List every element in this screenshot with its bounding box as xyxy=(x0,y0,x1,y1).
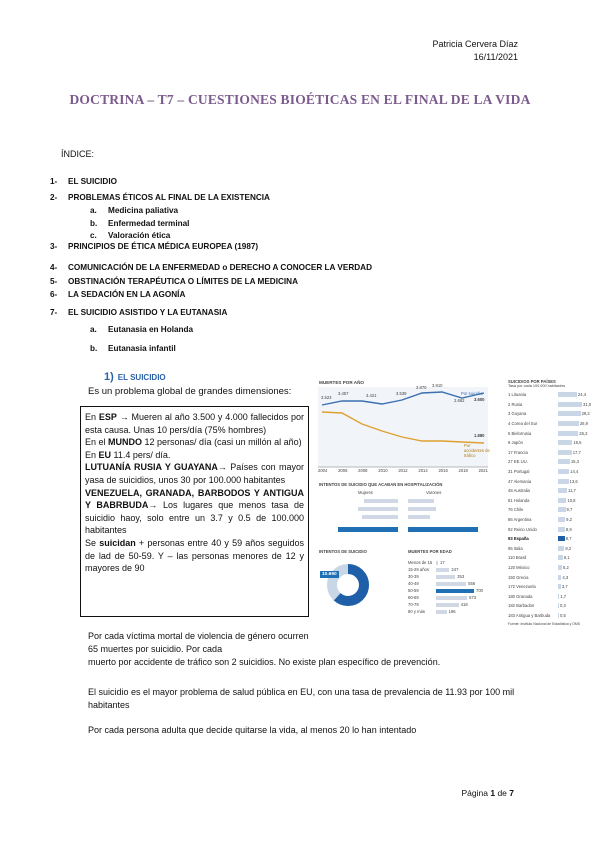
index-label: ÍNDICE: xyxy=(61,149,95,159)
toc-item: 1- EL SUICIDIO xyxy=(50,177,117,186)
age-label: 50-59 xyxy=(408,588,419,593)
toc-item: 4- COMUNICACIÓN DE LA ENFERMEDAD o DERECHO A CONOCER LA VERDAD xyxy=(50,263,372,272)
bar-total xyxy=(338,527,398,532)
toc-subitem: c. Valoración ética xyxy=(90,231,171,240)
rank-country: 183 Antigua y Barbuda xyxy=(508,612,551,618)
toc-subitem: a. Medicina paliativa xyxy=(90,206,179,215)
rank-row xyxy=(508,611,598,621)
rank-bar xyxy=(558,584,561,589)
footer-mid: de xyxy=(495,788,510,798)
bar xyxy=(408,515,430,519)
rank-country: 2 Rusia xyxy=(508,401,523,407)
rank-list xyxy=(508,390,598,620)
bar xyxy=(408,499,434,503)
rank-value: 10,8 xyxy=(567,497,576,503)
rank-country: 76 Chile xyxy=(508,507,524,513)
age-label: 70-79 xyxy=(408,602,419,607)
rank-country: 150 Grecia xyxy=(508,574,529,580)
rank-value: 29,2 xyxy=(581,411,590,417)
rank-row xyxy=(508,390,598,400)
rank-row xyxy=(508,419,598,429)
rank-country: 120 México xyxy=(508,564,530,570)
age-value: 418 xyxy=(460,602,468,607)
rank-bar xyxy=(558,613,559,618)
bar xyxy=(358,507,398,511)
toc-subitem: b. Enfermedad terminal xyxy=(90,219,190,228)
rank-country: 27 EE.UU. xyxy=(508,459,528,465)
stat-lowest: VENEZUELA, GRANADA, BARBODOS Y ANTIGUA Y BABRBUDA→ Los lugares que menos tasa de suicidio haoy, solo entre un 3.7 y 0.5 de 100.000 habitantes xyxy=(85,487,304,536)
paragraph-attempts: Por cada persona adulta que decide quitarse la vida, al menos 20 lo han intentado xyxy=(88,725,417,735)
bars-title: INTENTOS DE SUICIDIO QUE ACABAN EN HOSPITALIZACIÓN xyxy=(319,482,443,487)
attempts-donut xyxy=(326,563,370,607)
suicide-infographic xyxy=(318,377,516,635)
age-value: 556 xyxy=(468,581,476,586)
rank-bar xyxy=(558,575,561,580)
donut-title: INTENTOS DE SUICIDIO xyxy=(319,549,367,554)
year-axis xyxy=(318,468,488,473)
rank-value: 6,1 xyxy=(563,555,570,561)
age-row xyxy=(408,559,488,566)
rank-row xyxy=(508,505,598,515)
section-intro: Es un problema global de grandes dimensiones: xyxy=(88,386,292,397)
rank-bar xyxy=(558,517,565,522)
rank-country: 93 España xyxy=(508,536,529,542)
year-tick: 2014 xyxy=(418,468,428,473)
rank-row xyxy=(508,457,598,467)
rank-row xyxy=(508,400,598,410)
age-table xyxy=(408,559,488,615)
toc-item: 6- LA SEDACIÓN EN LA AGONÍA xyxy=(50,290,186,299)
rank-value: 9,2 xyxy=(566,517,572,523)
data-label: 3.539 xyxy=(396,391,407,396)
age-label: 40-49 xyxy=(408,581,419,586)
author-name: Patricia Cervera Díaz xyxy=(432,39,518,49)
rank-country: 3 Guyana xyxy=(508,411,527,417)
page-number: 1 xyxy=(490,788,496,798)
rank-country: 61 Holanda xyxy=(508,497,530,503)
rank-country: 95 Italia xyxy=(508,545,523,551)
age-bar xyxy=(436,561,438,565)
age-value: 196 xyxy=(448,609,456,614)
age-bar xyxy=(436,596,467,600)
rank-value: 14,4 xyxy=(570,469,579,475)
bar-total xyxy=(408,527,478,532)
data-label: 3.600 xyxy=(474,397,485,402)
rank-value: 31,0 xyxy=(583,401,592,407)
age-value: 247 xyxy=(451,567,459,572)
paragraph-violence: Por cada víctima mortal de violencia de género ocurren 65 muertes por suicidio. Por cada xyxy=(88,631,309,654)
rank-bar xyxy=(558,498,566,503)
stat-highest: LUTUANÍA RUSIA Y GUAYANA→ Países con mayor yasa de suicidios, unos 30 por 100.000 habitantes xyxy=(85,462,305,485)
rank-value: 0,5 xyxy=(560,612,566,618)
line-chart-title: MUERTES POR AÑO xyxy=(319,380,365,385)
age-label: 60-69 xyxy=(408,595,419,600)
year-tick: 2012 xyxy=(398,468,408,473)
age-row xyxy=(408,601,488,608)
age-bar xyxy=(436,568,449,572)
rank-row xyxy=(508,496,598,506)
hospitalization-bars xyxy=(318,497,490,537)
rank-value: 1,7 xyxy=(560,593,567,599)
data-label: 1.880 xyxy=(474,433,485,438)
rank-bar xyxy=(558,450,572,455)
data-label: 3.421 xyxy=(366,393,377,398)
rank-row xyxy=(508,563,598,573)
rank-country: 182 Barbados xyxy=(508,603,535,609)
paragraph-traffic: muerto por accidente de tráfico son 2 suicidios. No existe plan específico de prevención. xyxy=(88,657,441,667)
rank-country: 110 Brasil xyxy=(508,555,527,561)
rank-value: 17,7 xyxy=(572,449,581,455)
rank-row xyxy=(508,438,598,448)
age-bar xyxy=(436,582,466,586)
age-value: 353 xyxy=(457,574,465,579)
rank-source: Fuente: Instituto Nacional de Estadística y OMS xyxy=(508,622,580,627)
age-value: 573 xyxy=(469,595,477,600)
rank-row xyxy=(508,476,598,486)
year-tick: 2018 xyxy=(458,468,468,473)
rank-bar xyxy=(558,411,581,416)
rank-bar xyxy=(558,459,570,464)
age-label: 80 y más xyxy=(408,609,425,614)
rank-value: 8,7 xyxy=(565,536,572,542)
rank-value: 0,3 xyxy=(560,603,566,609)
toc-subitem: a. Eutanasia en Holanda xyxy=(90,325,194,334)
rank-bar xyxy=(558,402,582,407)
rank-row xyxy=(508,486,598,496)
age-bar xyxy=(436,575,455,579)
rank-bar xyxy=(558,546,564,551)
age-row xyxy=(408,594,488,601)
rank-country: 17 Francia xyxy=(508,449,528,455)
page-total: 7 xyxy=(509,788,514,798)
age-bar xyxy=(436,589,474,593)
rank-bar xyxy=(558,440,572,445)
data-label: 2.662 xyxy=(454,398,465,403)
bar xyxy=(408,507,436,511)
rank-value: 5,2 xyxy=(563,564,569,570)
rank-value: 26,9 xyxy=(579,421,588,427)
rank-country: 180 Granada xyxy=(508,593,533,599)
rank-row xyxy=(508,601,598,611)
document-title: DOCTRINA – T7 – CUESTIONES BIOÉTICAS EN EL FINAL DE LA VIDA xyxy=(69,92,531,107)
rank-row xyxy=(508,409,598,419)
document-date: 16/11/2021 xyxy=(473,52,518,62)
age-value: 17 xyxy=(440,560,445,565)
rank-row xyxy=(508,448,598,458)
bars-women-label: Mujeres xyxy=(358,490,373,495)
toc-item: 5- OBSTINACIÓN TERAPÉUTICA O LÍMITES DE LA MEDICINA xyxy=(50,277,299,286)
year-tick: 2010 xyxy=(378,468,388,473)
year-tick: 2008 xyxy=(358,468,368,473)
rank-row xyxy=(508,553,598,563)
age-row xyxy=(408,580,488,587)
page-header xyxy=(432,38,518,64)
bar xyxy=(362,515,398,519)
footer-prefix: Página xyxy=(461,788,491,798)
age-value: 700 xyxy=(476,588,483,593)
stat-world: En el MUNDO 12 personas/ día (casi un millón al año) xyxy=(85,437,302,448)
toc-subitem: b. Eutanasia infantil xyxy=(90,344,176,353)
section-title: EL SUICIDIO xyxy=(117,373,166,382)
rank-row xyxy=(508,591,598,601)
rank-country: 92 Reino Unido xyxy=(508,526,537,532)
rank-value: 4,3 xyxy=(562,574,569,580)
rank-country: 172 Venezuela xyxy=(508,584,536,590)
section-number: 1) xyxy=(104,371,114,383)
age-row xyxy=(408,573,488,580)
year-tick: 2006 xyxy=(338,468,348,473)
paragraph-eu: El suicidio es el mayor problema de salud pública en EU, con una tasa de prevalencia de 11.93 por 100 mil habitantes xyxy=(88,687,515,710)
rank-row xyxy=(508,572,598,582)
rank-row xyxy=(508,524,598,534)
rank-bar xyxy=(558,507,566,512)
year-tick: 2016 xyxy=(438,468,448,473)
rank-value: 8,2 xyxy=(565,545,572,551)
rank-country: 47 Alemania xyxy=(508,478,532,484)
rank-row xyxy=(508,544,598,554)
age-label: 30-39 xyxy=(408,574,419,579)
rank-bar xyxy=(558,421,579,426)
section-heading xyxy=(104,371,166,383)
rank-row xyxy=(508,515,598,525)
rank-row xyxy=(508,428,598,438)
rank-bar xyxy=(558,479,569,484)
data-label: 3.910 xyxy=(432,383,443,388)
rank-value: 9,7 xyxy=(566,507,573,513)
rank-bar xyxy=(558,527,565,532)
page-footer xyxy=(462,788,515,798)
country-ranking xyxy=(508,379,598,641)
age-row xyxy=(408,587,488,594)
rank-value: 11,7 xyxy=(568,488,576,494)
rank-bar xyxy=(558,431,578,436)
rank-value: 13,6 xyxy=(569,478,578,484)
legend-suicide: Por suicidio xyxy=(461,391,483,396)
donut-value: 10.690 xyxy=(322,572,337,577)
rank-bar xyxy=(558,469,569,474)
bar xyxy=(364,499,398,503)
age-title: MUERTES POR EDAD xyxy=(408,549,452,554)
rank-country: 9 Japón xyxy=(508,440,523,446)
rank-subtitle: Tasa por cada 100.000 habitantes xyxy=(508,384,566,388)
rank-bar xyxy=(558,536,565,541)
rank-bar xyxy=(558,488,567,493)
age-label: Menos de 15 xyxy=(408,560,433,565)
rank-row xyxy=(508,582,598,592)
data-label: 3.523 xyxy=(321,395,332,400)
rank-country: 31 Portugal xyxy=(508,469,530,475)
year-tick: 2021 xyxy=(478,468,488,473)
rank-value: 8,9 xyxy=(565,526,572,532)
data-label: 3.870 xyxy=(416,385,427,390)
rank-bar xyxy=(558,555,563,560)
rank-bar xyxy=(558,565,562,570)
rank-bar xyxy=(558,603,559,608)
age-bar xyxy=(436,610,447,614)
rank-country: 5 Bielorrusia xyxy=(508,430,532,436)
toc-item: 3- PRINCIPIOS DE ÉTICA MÉDICA EUROPEA (1987) xyxy=(50,242,259,251)
rank-bar xyxy=(558,392,577,397)
stat-spain: En ESP → Mueren al año 3.500 y 4.000 fallecidos por esta causa. Unas 10 pers/día (75% hombres) xyxy=(85,412,304,435)
stat-age: Se suicidan + personas entre 40 y 59 años seguidos de lad de 50-59. Y – las personas menores de 12 y mayores de 90 xyxy=(85,537,304,574)
rank-value: 18,5 xyxy=(573,440,582,446)
legend-traffic: Por accidentes de tráfico xyxy=(464,443,490,458)
stat-eu: En EU 11.4 pers/ día. xyxy=(85,449,171,460)
statistics-box xyxy=(80,406,309,617)
toc-item: 2- PROBLEMAS ÉTICOS AL FINAL DE LA EXISTENCIA xyxy=(50,193,270,202)
rank-bar xyxy=(558,594,559,599)
year-tick: 2004 xyxy=(318,468,328,473)
toc-item: 7- EL SUICIDIO ASISTIDO Y LA EUTANASIA xyxy=(50,308,228,317)
rank-country: 86 Argentina xyxy=(508,517,532,523)
age-row xyxy=(408,608,488,615)
rank-value: 26,2 xyxy=(579,430,588,436)
rank-value: 15,3 xyxy=(570,459,579,465)
rank-country: 1 Lituania xyxy=(508,392,527,398)
age-row xyxy=(408,566,488,573)
bars-men-label: Varones xyxy=(426,490,442,495)
rank-country: 4 Corea del Sur xyxy=(508,421,538,427)
data-label: 3.457 xyxy=(338,391,349,396)
rank-value: 3,7 xyxy=(561,584,568,590)
age-bar xyxy=(436,603,459,607)
age-label: 15-29 años xyxy=(408,567,429,572)
rank-row xyxy=(508,467,598,477)
rank-value: 24,4 xyxy=(577,392,587,398)
rank-country: 48 Australia xyxy=(508,488,530,494)
rank-title: SUICIDIOS POR PAÍSES xyxy=(508,379,556,384)
rank-row xyxy=(508,534,598,544)
